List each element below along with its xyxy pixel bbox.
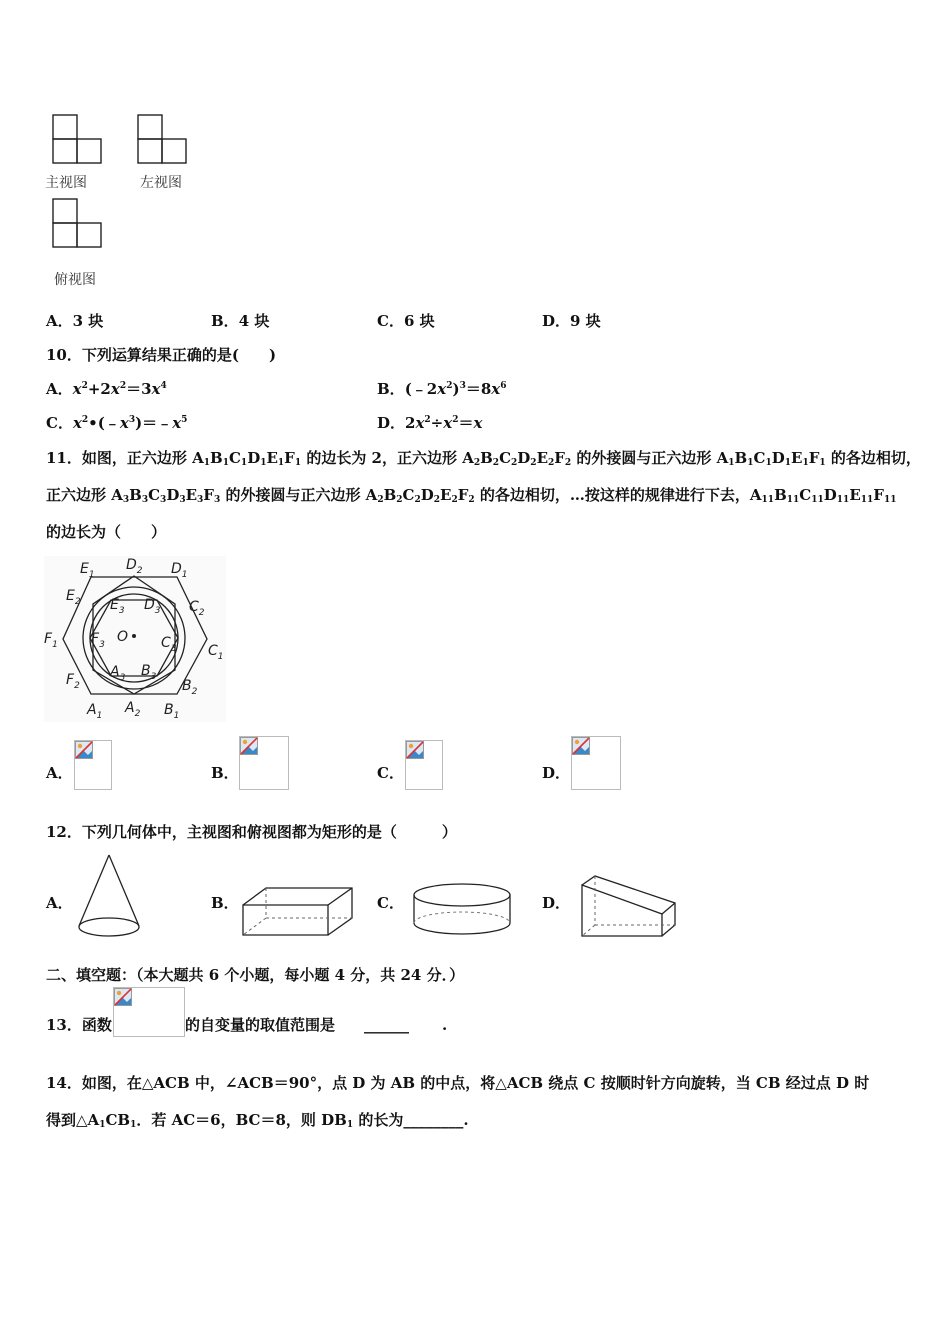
- q12-option-b-label: B．: [211, 894, 239, 912]
- q11-option-d-image: [571, 736, 621, 790]
- section-2-heading: 二、填空题：（本大题共 6 个小题，每小题 4 分，共 24 分．）: [46, 966, 465, 984]
- q10-stem: 10．下列运算结果正确的是( ): [46, 346, 277, 364]
- q9-option-d: D．9 块: [542, 312, 601, 330]
- cylinder-shape: [410, 880, 514, 940]
- label-E2: $E_2$: [66, 588, 81, 607]
- q10-option-d: D．$2x^2\div x^2=x$: [377, 414, 483, 432]
- q13-answer-blank: ______: [364, 1016, 409, 1034]
- q10-option-a: A．$x^2+2x^2=3x^4$: [46, 380, 167, 398]
- label-D3: $D_3$: [144, 597, 161, 616]
- left-view-caption: 左视图: [140, 175, 182, 191]
- label-F3: $F_3$: [91, 631, 105, 650]
- q14-line2: 得到$\triangle A_1CB_1$．若 AC＝6，BC＝8，则 $DB_1$ 的长为________.: [46, 1111, 469, 1130]
- q12-option-a-label: A．: [46, 894, 73, 912]
- front-view-figure: [50, 112, 106, 166]
- broken-image-icon: [75, 741, 93, 759]
- q9-option-c: C．6 块: [377, 312, 435, 330]
- q9-option-a: A．3 块: [46, 312, 104, 330]
- q12-option-c-label: C．: [377, 894, 404, 912]
- broken-image-icon: [572, 737, 590, 755]
- label-F1: $F_1$: [44, 631, 58, 650]
- q11-stem-line1: 11．如图，正六边形 $A_1B_1C_1D_1E_1F_1$ 的边长为 2，正六边形 $A_2B_2C_2D_2E_2F_2$ 的外接圆与正六边形 $A_1B_1C_1D_1E_1F_1$ 的各边相切，: [46, 449, 921, 468]
- label-C3: $C_3$: [161, 635, 177, 654]
- top-view-figure: [50, 196, 106, 250]
- cone-shape: [74, 852, 144, 940]
- q11-option-c-label: C．: [377, 764, 404, 782]
- label-B1: $B_1$: [164, 702, 180, 721]
- cuboid-shape: [238, 884, 358, 940]
- label-B3: $B_3$: [141, 663, 157, 682]
- broken-image-icon: [406, 741, 424, 759]
- q9-option-b: B．4 块: [211, 312, 270, 330]
- q11-option-b-label: B．: [211, 764, 239, 782]
- q11-option-a-label: A．: [46, 764, 73, 782]
- label-B2: $B_2$: [182, 678, 198, 697]
- broken-image-icon: [240, 737, 258, 755]
- label-C1: $C_1$: [208, 643, 224, 662]
- q11-option-a-image: [74, 740, 112, 790]
- label-D1: $D_1$: [171, 561, 188, 580]
- front-view-caption: 主视图: [45, 175, 87, 191]
- q13-end: .: [442, 1016, 448, 1034]
- left-view-figure: [135, 112, 191, 166]
- q13-function-image: [113, 987, 185, 1037]
- label-E3: $E_3$: [110, 597, 125, 616]
- q11-stem-line2: 正六边形 $A_3B_3C_3D_3E_3F_3$ 的外接圆与正六边形 $A_2B_2C_2D_2E_2F_2$ 的各边相切，…按这样的规律进行下去，$A_{11}B_{11}C_{11}D_{11}E_{11}F_{11}$: [46, 486, 897, 505]
- q10-option-c: C．$x^2•(﹣x^3)=﹣x^5$: [46, 414, 188, 432]
- hexagon-figure: [44, 556, 226, 722]
- q11-option-d-label: D．: [542, 764, 571, 782]
- q11-option-c-image: [405, 740, 443, 790]
- label-C2: $C_2$: [189, 599, 205, 618]
- wedge-prism-shape: [577, 872, 681, 940]
- label-A3: $A_3$: [110, 664, 126, 683]
- label-F2: $F_2$: [66, 672, 80, 691]
- q10-option-b: B．$(﹣2x^2)^3=8x^6$: [377, 380, 507, 398]
- q11-stem-line3: 的边长为（ ）: [46, 523, 167, 541]
- label-O: O: [117, 629, 129, 645]
- q13-suffix: 的自变量的取值范围是: [185, 1016, 336, 1034]
- q14-line1: 14．如图，在△ACB 中，∠ACB＝90°，点 D 为 AB 的中点，将△ACB 绕点 C 按顺时针方向旋转，当 CB 经过点 D 时: [46, 1074, 870, 1092]
- label-A1: $A_1$: [87, 702, 103, 721]
- label-E1: $E_1$: [80, 561, 95, 580]
- label-A2: $A_2$: [125, 700, 141, 719]
- label-D2: $D_2$: [126, 557, 143, 576]
- q11-option-b-image: [239, 736, 289, 790]
- q12-stem: 12．下列几何体中，主视图和俯视图都为矩形的是（ ）: [46, 823, 457, 841]
- broken-image-icon: [114, 988, 132, 1006]
- q12-option-d-label: D．: [542, 894, 571, 912]
- q13-prefix: 13．函数: [46, 1016, 112, 1034]
- top-view-caption: 俯视图: [54, 272, 96, 288]
